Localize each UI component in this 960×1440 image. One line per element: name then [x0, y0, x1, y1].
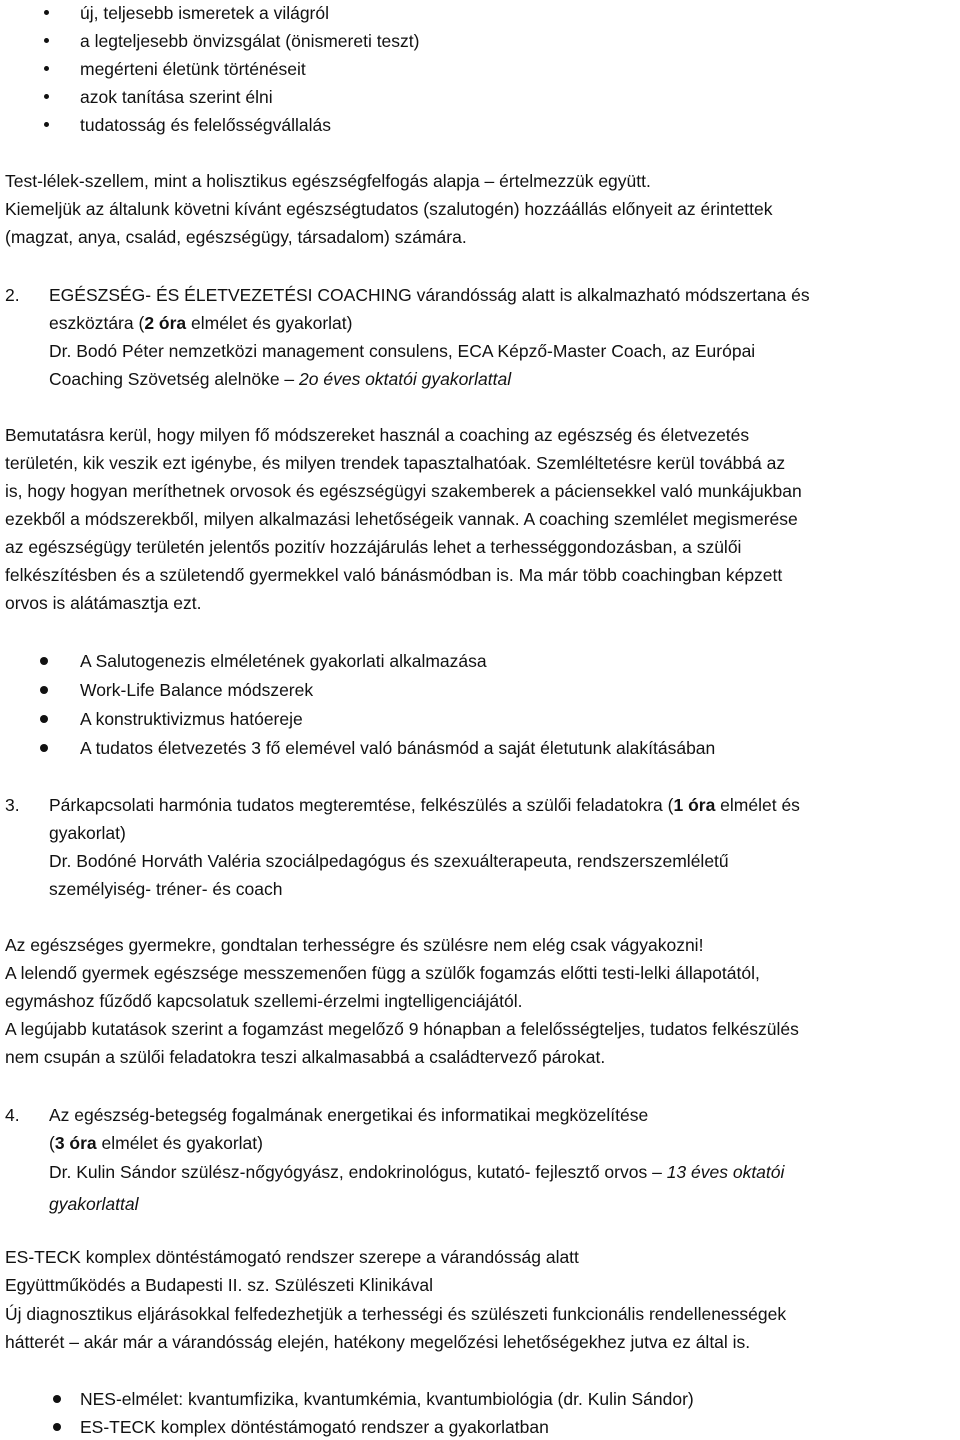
title-text: elmélet és gyakorlat)	[96, 1133, 263, 1153]
bullet-marker	[44, 10, 49, 15]
bullet-marker	[53, 1423, 61, 1431]
paragraph-line: A lelendő gyermek egészsége messzemenően függ a szülők fogamzás előtti testi-lelki állapotától,	[5, 963, 760, 983]
section-number: 4.	[5, 1105, 20, 1125]
paragraph-line: hátterét – akár már a várandósság elején, hatékony megelőzési lehetőségekhez jutva ez által is.	[5, 1332, 751, 1352]
bullet-marker	[53, 1395, 61, 1403]
section-title	[49, 1130, 263, 1156]
presenter: Dr. Bodóné Horváth Valéria szociálpedagógus és szexuálterapeuta, rendszerszemléletű	[49, 851, 729, 871]
paragraph-line: ezekből a módszerekből, milyen alkalmazási lehetőségeik vannak. A coaching szemlélet megismerése	[5, 509, 798, 529]
list-item: azok tanítása szerint élni	[80, 87, 273, 107]
paragraph-line: (magzat, anya, család, egészségügy, társadalom) számára.	[5, 227, 467, 247]
bullet-marker	[44, 94, 49, 99]
list-item: új, teljesebb ismeretek a világról	[80, 3, 330, 23]
list-item: tudatosság és felelősségvállalás	[80, 115, 331, 135]
paragraph-line: is, hogy hogyan meríthetnek orvosok és egészségügyi szakemberek a páciensekkel való munkájukban	[5, 481, 802, 501]
bullet-marker	[44, 66, 49, 71]
section-title	[49, 310, 352, 336]
list-item: Work-Life Balance módszerek	[80, 680, 314, 700]
title-text: Párkapcsolati harmónia tudatos megteremtése, felkészülés a szülői feladatokra (	[49, 795, 674, 815]
list-item: ES-TECK komplex döntéstámogató rendszer a gyakorlatban	[80, 1417, 549, 1437]
paragraph-line	[5, 196, 955, 222]
bullet-marker	[40, 744, 48, 752]
presenter	[49, 366, 511, 392]
duration-label: 1 óra	[673, 795, 716, 815]
presenter	[49, 1191, 139, 1217]
list-item: megérteni életünk történéseit	[80, 59, 306, 79]
paragraph-line: felkészítésben és a születendő gyermekkel való bánásmódban is. Ma már több coachingban képzett	[5, 565, 783, 585]
paragraph-line: Test-lélek-szellem, mint a holisztikus egészségfelfogás alapja – értelmezzük együtt.	[5, 171, 651, 191]
paragraph-line: ES-TECK komplex döntéstámogató rendszer szerepe a várandósság alatt	[5, 1247, 579, 1267]
list-item: a legteljesebb önvizsgálat (önismereti teszt)	[80, 31, 420, 51]
paragraph-line: Együttműködés a Budapesti II. sz. Szülészeti Klinikával	[5, 1275, 433, 1295]
paragraph-line: A legújabb kutatások szerint a fogamzást megelőző 9 hónapban a felelősségteljes, tudatos felkészülés	[5, 1019, 799, 1039]
title-text: (	[49, 1133, 55, 1153]
duration-label: 2 óra	[144, 313, 187, 333]
title-text: elmélet és	[715, 795, 800, 815]
paragraph-line: Új diagnosztikus eljárásokkal felfedezhetjük a terhességi és szülészeti funkcionális rendellenességek	[5, 1304, 787, 1324]
experience-note: gyakorlattal	[49, 1194, 139, 1214]
presenter: Dr. Bodó Péter nemzetközi management consulens, ECA Képző-Master Coach, az Európai	[49, 341, 756, 361]
experience-note: 2o éves oktatói gyakorlattal	[299, 369, 512, 389]
title-text: elmélet és gyakorlat)	[186, 313, 353, 333]
section-title: EGÉSZSÉG- ÉS ÉLETVEZETÉSI COACHING várandósság alatt is alkalmazható módszertana és	[49, 285, 810, 305]
section-title: gyakorlat)	[49, 823, 126, 843]
paragraph-text: Kiemeljük az általunk követni kívánt egészségtudatos (szalutogén) hozzáállás előnyeit az érintettek	[5, 199, 773, 219]
title-text: eszköztára (	[49, 313, 145, 333]
list-item: A konstruktivizmus hatóereje	[80, 709, 303, 729]
paragraph-line: Bemutatásra kerül, hogy milyen fő módszereket használ a coaching az egészség és életvezetés	[5, 425, 750, 445]
paragraph-line: orvos is alátámasztja ezt.	[5, 593, 202, 613]
duration-label: 3 óra	[54, 1133, 97, 1153]
paragraph-line: az egészségügy területén jelentős pozitív hozzájárulás lehet a terhességgondozásban, a szülői	[5, 537, 742, 557]
bullet-marker	[44, 38, 49, 43]
bullet-marker	[44, 122, 49, 127]
presenter-text: Dr. Kulin Sándor szülész-nőgyógyász, endokrinológus, kutató- fejlesztő orvos –	[49, 1162, 667, 1182]
list-item: A Salutogenezis elméletének gyakorlati alkalmazása	[80, 651, 487, 671]
paragraph-line: nem csupán a szülői feladatokra teszi alkalmasabbá a családtervező párokat.	[5, 1047, 606, 1067]
section-number: 3.	[5, 795, 20, 815]
presenter	[49, 1159, 784, 1185]
presenter-text: Coaching Szövetség alelnöke –	[49, 369, 300, 389]
list-item: NES-elmélet: kvantumfizika, kvantumkémia, kvantumbiológia (dr. Kulin Sándor)	[80, 1389, 694, 1409]
paragraph-line: Az egészséges gyermekre, gondtalan terhességre és szülésre nem elég csak vágyakozni!	[5, 935, 704, 955]
section-title	[49, 792, 800, 818]
section-number: 2.	[5, 285, 20, 305]
experience-note: 13 éves oktatói	[666, 1162, 785, 1182]
presenter: személyiség- tréner- és coach	[49, 879, 283, 899]
bullet-marker	[40, 715, 48, 723]
list-item: A tudatos életvezetés 3 fő elemével való bánásmód a saját életutunk alakításában	[80, 738, 716, 758]
paragraph-line: területén, kik veszik ezt igénybe, és milyen trendek tapasztalhatóak. Szemléltetésre kerül továbbá az	[5, 453, 786, 473]
bullet-marker	[40, 686, 48, 694]
paragraph-line: egymáshoz fűződő kapcsolatuk szellemi-érzelmi ingtelligenciájától.	[5, 991, 523, 1011]
section-title: Az egészség-betegség fogalmának energetikai és informatikai megközelítése	[49, 1105, 649, 1125]
bullet-marker	[40, 657, 48, 665]
